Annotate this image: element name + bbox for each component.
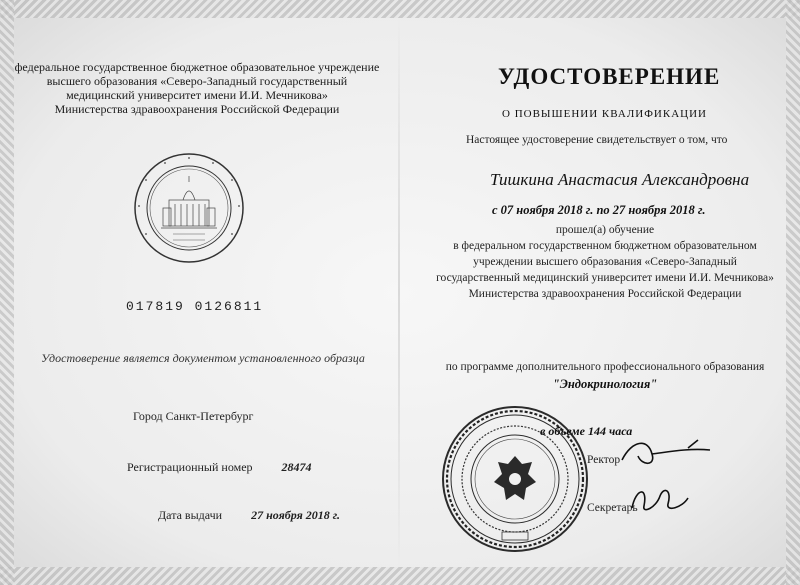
training-line: государственный медицинский университет имени И.И. Мечникова»	[436, 272, 774, 284]
issue-date: 27 ноября 2018 г.	[251, 508, 341, 522]
secretary-signature	[626, 478, 696, 520]
org-line: высшего образования «Северо-Западный государственный	[46, 74, 348, 88]
university-emblem-seal	[133, 152, 245, 264]
program-intro: по программе дополнительного профессионального образования	[445, 361, 765, 373]
program-hours: в объеме 144 часа	[540, 424, 633, 438]
secretary-label: Секретарь	[587, 502, 638, 514]
rector-signature	[618, 432, 728, 472]
registration-number-line	[127, 460, 312, 475]
training-line: учреждении высшего образования «Северо-Западный	[473, 256, 737, 268]
document-subtitle: О ПОВЫШЕНИИ КВАЛИФИКАЦИИ	[502, 108, 707, 120]
registration-label: Регистрационный номер	[127, 460, 253, 474]
training-line: Министерства здравоохранения Российской Федерации	[468, 288, 742, 300]
training-description	[410, 222, 800, 302]
serial-number: 017819 0126811	[126, 299, 264, 314]
training-line: прошел(а) обучение	[555, 224, 655, 236]
document-title: УДОСТОВЕРЕНИЕ	[498, 64, 721, 89]
holder-name: Тишкина Анастасия Александровна	[490, 170, 750, 189]
organization-header	[12, 60, 382, 116]
rector-label: Ректор	[587, 454, 621, 466]
issue-date-line	[158, 508, 340, 523]
city: Город Санкт-Петербург	[133, 409, 254, 423]
program-name: "Эндокринология"	[552, 377, 658, 391]
validity-statement: Удостоверение является документом установленного образца	[41, 351, 365, 365]
registration-number: 28474	[281, 460, 312, 474]
right-page	[400, 0, 800, 585]
training-period: с 07 ноября 2018 г. по 27 ноября 2018 г.	[492, 203, 706, 217]
org-line: Министерства здравоохранения Российской Федерации	[54, 102, 340, 116]
certify-statement: Настоящее удостоверение свидетельствует о том, что	[466, 134, 728, 146]
left-page	[0, 0, 395, 585]
org-line: медицинский университет имени И.И. Мечникова»	[66, 88, 328, 102]
org-line: федеральное государственное бюджетное образовательное учреждение	[14, 60, 380, 74]
training-line: в федеральном государственном бюджетном образовательном	[453, 240, 757, 252]
issue-date-label: Дата выдачи	[158, 508, 223, 522]
